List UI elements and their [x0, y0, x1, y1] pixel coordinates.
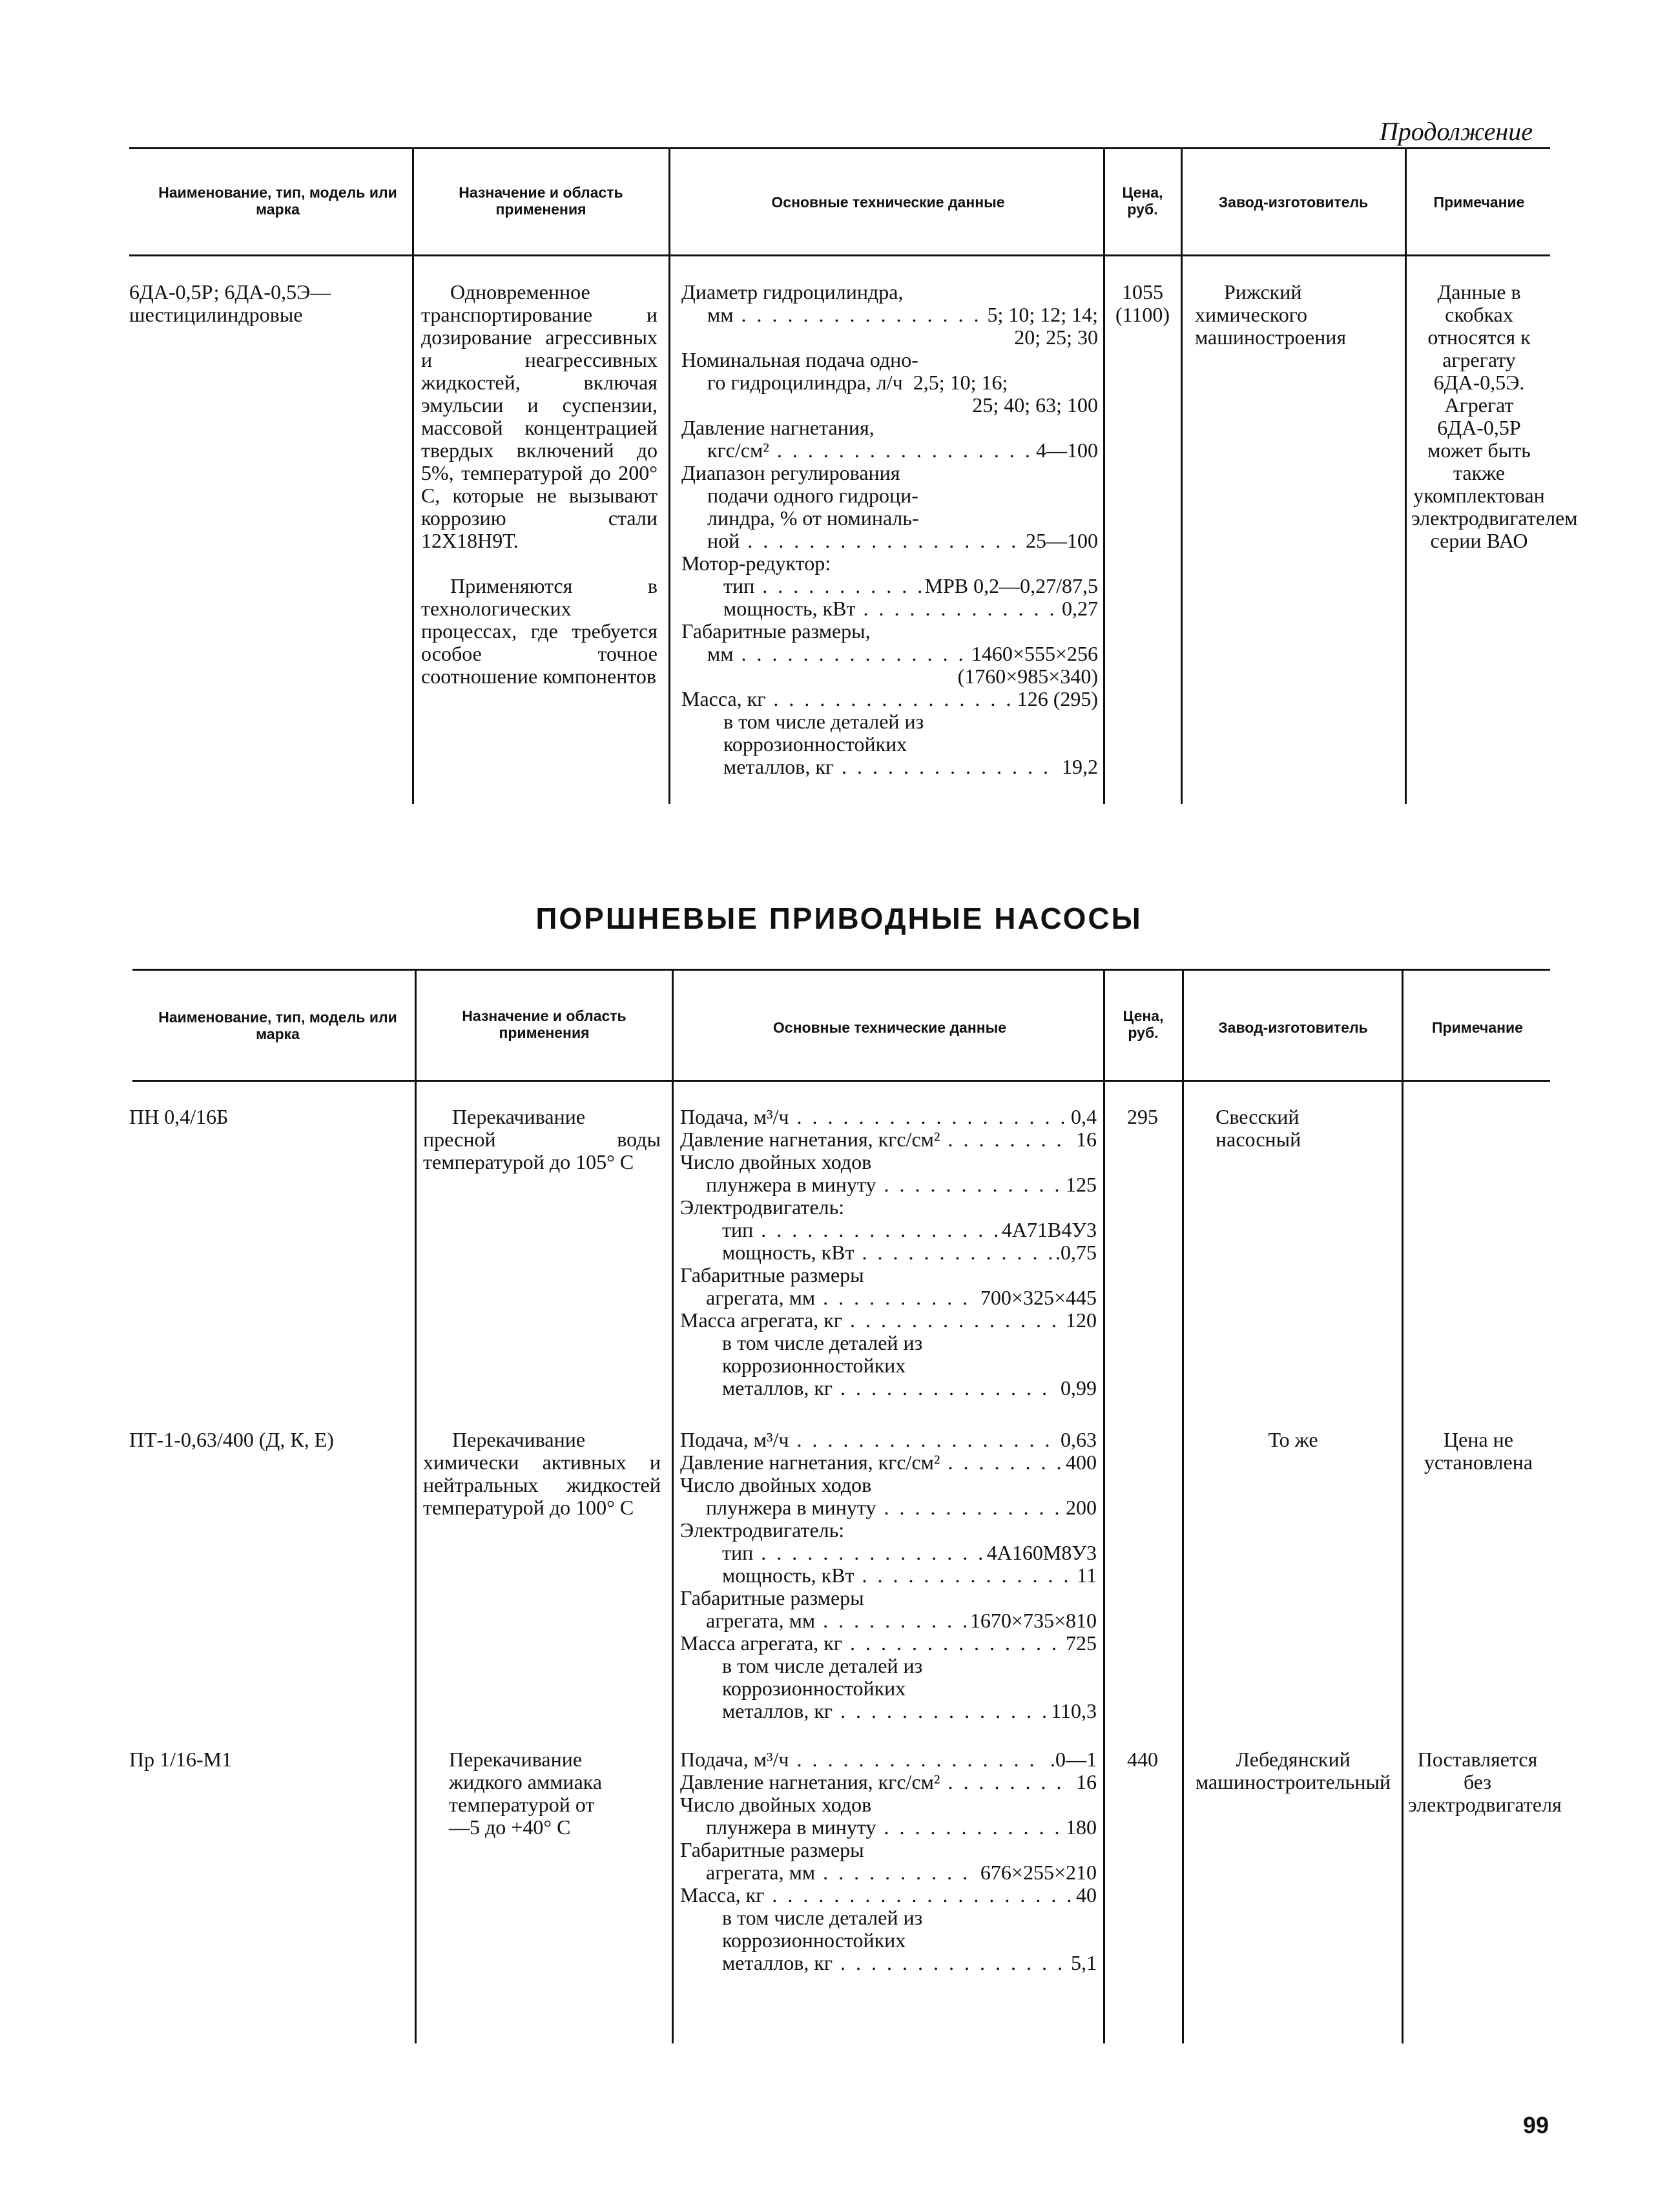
row-3-purpose: Перекачивание жидкого аммиака температурой от —5 до +40° С [449, 1748, 603, 1839]
row-2-spec-value: 200 [1066, 1496, 1097, 1519]
top-product-purpose-2: Применяются в технологических процессах, где требуется особое точное соотношение компонентов [421, 574, 658, 688]
row-2-spec-line: Электродвигатель: [680, 1518, 845, 1542]
top-header-name: Наименование, тип, модель или марка [158, 184, 397, 218]
top-table-rule-header [129, 254, 1550, 256]
row-3-spec-value: 40 [1076, 1883, 1097, 1907]
row-3-spec-line: Габаритные размеры [680, 1838, 864, 1861]
top-spec-line [681, 597, 1098, 620]
row-1-spec-line [680, 1219, 1097, 1241]
top-spec-label: тип . . . [723, 575, 921, 597]
row-3-maker: Лебедянский машиностроительный [1195, 1748, 1391, 1793]
top-col-divider-1 [412, 149, 414, 804]
row-1-spec-value: .0,75 [1055, 1241, 1097, 1264]
row-1-spec-line: в том числе деталей из [722, 1331, 923, 1354]
row-1-spec-value: 4А71В4У3 [1001, 1218, 1097, 1241]
row-1-spec-value: 0,4 [1071, 1105, 1097, 1128]
top-spec-line [681, 575, 1098, 597]
row-2-spec-label: плунжера в минуту . . . [706, 1496, 1062, 1519]
row-1-spec-line [680, 1106, 1097, 1128]
top-spec-value: 0,27 [1062, 597, 1098, 620]
row-1-spec-line [680, 1309, 1097, 1332]
section-title: ПОРШНЕВЫЕ ПРИВОДНЫЕ НАСОСЫ [535, 902, 1143, 935]
row-1-spec-label: мощность, кВт . . . [722, 1241, 1051, 1264]
row-2-spec-value: 1670×735×810 [969, 1609, 1097, 1632]
bottom-header-name: Наименование, тип, модель или марка [158, 1009, 397, 1043]
row-3-spec-label: металлов, кг . . . [722, 1952, 1067, 1974]
row-1-spec-line: Число двойных ходов [680, 1150, 872, 1173]
bottom-header-note: Примечание [1432, 1019, 1523, 1036]
row-2-spec-line [680, 1451, 1097, 1474]
top-spec-label: мм . . . [707, 643, 968, 665]
row-3-spec-label: Подача, м³/ч . . . [680, 1748, 1046, 1771]
top-header-specs: Основные технические данные [771, 194, 1005, 211]
top-spec-label: кгс/см² . . . [707, 439, 1032, 462]
top-product-maker: Рижский химического машиностроения [1195, 280, 1347, 349]
top-header-purpose: Назначение и область применения [459, 184, 623, 218]
bottom-col-divider-4 [1182, 970, 1184, 2043]
row-3-spec-line: в том числе деталей из [722, 1906, 923, 1929]
row-2-maker: То же [1268, 1428, 1318, 1451]
top-spec-line: го гидроцилиндра, л/ч 2,5; 10; 16; [707, 371, 1008, 394]
row-2-spec-line [680, 1429, 1097, 1451]
bottom-header-specs: Основные технические данные [772, 1019, 1007, 1036]
top-spec-line: Диапазон регулирования [681, 461, 900, 484]
top-spec-line: Габаритные размеры, [681, 619, 871, 643]
row-2-spec-line: коррозионностойких [722, 1677, 906, 1700]
row-3-spec-line [680, 1748, 1097, 1771]
row-1-spec-label: Давление нагнетания, кгс/см² . . . [680, 1128, 1072, 1151]
row-3-spec-value: 180 [1066, 1815, 1097, 1839]
row-3-spec-line [680, 1771, 1097, 1793]
row-1-specs [680, 1106, 1097, 1400]
row-1-spec-label: металлов, кг . . . [722, 1377, 1057, 1400]
row-1-spec-value: 125 [1066, 1173, 1097, 1196]
top-table-rule-top [129, 147, 1550, 149]
row-2-spec-line: Габаритные размеры [680, 1586, 864, 1609]
row-3-name: Пр 1/16-М1 [129, 1748, 233, 1771]
bottom-table-rule-top [132, 969, 1550, 971]
bottom-col-divider-5 [1402, 970, 1404, 2043]
top-spec-label: мм . . . [707, 304, 983, 326]
top-spec-label: ной . . . [707, 530, 1022, 552]
top-spec-line: подачи одного гидроци- [707, 484, 918, 507]
top-spec-line: 25; 40; 63; 100 [972, 393, 1098, 417]
row-2-spec-label: мощность, кВт . . . [722, 1564, 1073, 1587]
row-3-spec-value: .0—1 [1050, 1748, 1097, 1771]
row-3-price: 440 [1127, 1748, 1158, 1771]
top-spec-value: 19,2 [1062, 755, 1098, 778]
top-spec-line [681, 756, 1098, 778]
row-1-spec-label: Подача, м³/ч . . . [680, 1106, 1067, 1128]
top-product-name: 6ДА-0,5Р; 6ДА-0,5Э— шестицилиндровые [129, 280, 331, 326]
bottom-table-rule-header [132, 1080, 1550, 1082]
top-spec-line [681, 304, 1098, 326]
row-1-name: ПН 0,4/16Б [129, 1105, 229, 1128]
top-spec-line: коррозионностойких [723, 732, 907, 756]
top-spec-label: металлов, кг . . . [723, 756, 1058, 778]
top-spec-value: МРВ 0,2—0,27/87,5 [924, 574, 1098, 597]
row-2-note: Цена не установлена [1424, 1428, 1533, 1474]
row-3-spec-value: 676×255×210 [980, 1861, 1097, 1884]
top-col-divider-3 [1103, 149, 1105, 804]
bottom-header-purpose: Назначение и область применения [462, 1008, 627, 1042]
row-1-spec-value: 16 [1076, 1128, 1097, 1151]
page-number: 99 [1522, 2112, 1549, 2138]
top-header-note: Примечание [1433, 194, 1525, 211]
top-product-price: 1055 (1100) [1115, 280, 1170, 326]
top-header-price: Цена, руб. [1122, 184, 1163, 218]
top-spec-line [681, 439, 1098, 462]
row-2-spec-value: 0,63 [1061, 1428, 1097, 1451]
row-1-purpose: Перекачивание пресной воды температурой до 105° С [423, 1105, 661, 1173]
row-1-spec-line [680, 1377, 1097, 1400]
row-2-spec-line [680, 1632, 1097, 1655]
row-1-spec-line: коррозионностойких [722, 1354, 906, 1377]
row-2-spec-value: 4А160М8У3 [986, 1541, 1097, 1564]
top-product-specs [681, 281, 1098, 778]
row-2-spec-label: агрегата, мм . . . [706, 1609, 966, 1632]
row-3-spec-value: 5,1 [1071, 1951, 1097, 1974]
top-spec-line: Номинальная подача одно- [681, 348, 918, 371]
row-2-spec-line [680, 1564, 1097, 1587]
row-2-spec-label: Давление нагнетания, кгс/см² . . . [680, 1451, 1062, 1474]
row-3-spec-line [680, 1861, 1097, 1884]
top-spec-line [681, 688, 1098, 710]
row-3-spec-line [680, 1884, 1097, 1907]
row-3-spec-value: 16 [1076, 1770, 1097, 1793]
row-2-spec-line [680, 1542, 1097, 1564]
row-2-spec-line [680, 1700, 1097, 1722]
top-spec-line [681, 643, 1098, 665]
row-3-specs [680, 1748, 1097, 1974]
row-1-spec-value: 120 [1066, 1308, 1097, 1332]
row-1-spec-label: плунжера в минуту . . . [706, 1173, 1062, 1196]
top-spec-line: Давление нагнетания, [681, 416, 875, 439]
row-2-spec-line [680, 1496, 1097, 1519]
top-product-purpose-1: Одновременное транспортирование и дозирование агрессивных и неагрессивных жидкостей, включая эмульсии и суспензии, массовой концентрацией твердых включений до 5%, температурой до 200° С, которые не вызывают коррозию стали 12Х18Н9Т. [421, 280, 658, 552]
top-spec-line: в том числе деталей из [723, 710, 924, 733]
row-1-spec-label: агрегата, мм . . . [706, 1287, 977, 1309]
bottom-header-maker: Завод-изготовитель [1218, 1019, 1368, 1036]
top-spec-value: 126 (295) [1017, 687, 1098, 710]
bottom-col-divider-3 [1103, 970, 1105, 2043]
top-spec-value: 5; 10; 12; 14; [987, 303, 1098, 326]
top-spec-line: (1760×985×340) [957, 665, 1098, 688]
row-2-spec-line: в том числе деталей из [722, 1654, 923, 1677]
row-2-spec-label: тип . . . [722, 1542, 983, 1564]
continuation-label: Продолжение [1379, 117, 1533, 146]
top-spec-label: мощность, кВт . . . [723, 597, 1058, 620]
top-spec-value: 1460×555×256 [971, 642, 1098, 665]
bottom-col-divider-1 [415, 970, 417, 2043]
top-spec-line: 20; 25; 30 [1014, 326, 1098, 349]
row-2-spec-label: металлов, кг . . . [722, 1700, 1047, 1722]
row-3-spec-label: плунжера в минуту . . . [706, 1816, 1062, 1839]
row-2-spec-value: 11 [1077, 1564, 1097, 1587]
row-2-spec-value: 725 [1066, 1631, 1097, 1655]
row-2-spec-line: Число двойных ходов [680, 1473, 872, 1496]
row-2-specs [680, 1429, 1097, 1722]
row-1-spec-line: Электродвигатель: [680, 1195, 845, 1219]
row-1-price: 295 [1127, 1105, 1158, 1128]
row-3-spec-line [680, 1816, 1097, 1839]
row-2-name: ПТ-1-0,63/400 (Д, К, Е) [129, 1428, 334, 1451]
row-3-spec-line: Число двойных ходов [680, 1793, 872, 1816]
top-col-divider-2 [668, 149, 670, 804]
top-spec-line: Мотор-редуктор: [681, 552, 831, 575]
row-1-spec-value: 0,99 [1061, 1376, 1097, 1400]
top-spec-label: Масса, кг . . . [681, 688, 1013, 710]
top-product-note: Данные в скобках относятся к агрегату 6ДА-0,5Э. Агрегат 6ДА-0,5Р может быть также укомплектован электродвигателем серии ВАО [1411, 280, 1578, 552]
bottom-col-divider-2 [672, 970, 674, 2043]
row-2-spec-label: Масса агрегата, кг . . . [680, 1632, 1062, 1655]
row-3-spec-label: Давление нагнетания, кгс/см² . . . [680, 1771, 1072, 1793]
top-header-maker: Завод-изготовитель [1218, 194, 1369, 211]
row-3-spec-label: Масса, кг . . . [680, 1884, 1072, 1907]
top-spec-value: 4—100 [1036, 439, 1098, 462]
row-3-spec-label: агрегата, мм . . . [706, 1861, 977, 1884]
row-1-spec-line [680, 1241, 1097, 1264]
row-1-maker: Свесский насосный [1216, 1105, 1301, 1151]
row-1-spec-label: Масса агрегата, кг . . . [680, 1309, 1062, 1332]
top-spec-line: Диаметр гидроцилиндра, [681, 280, 904, 304]
row-2-spec-line [680, 1609, 1097, 1632]
row-3-spec-line: коррозионностойких [722, 1928, 906, 1952]
top-spec-line [681, 530, 1098, 552]
top-col-divider-5 [1405, 149, 1407, 804]
row-1-spec-line [680, 1128, 1097, 1151]
bottom-header-price: Цена, руб. [1123, 1008, 1164, 1042]
top-spec-line: линдра, % от номиналь- [707, 506, 919, 530]
top-col-divider-4 [1181, 149, 1183, 804]
row-2-spec-label: Подача, м³/ч . . . [680, 1429, 1057, 1451]
row-2-spec-value: 400 [1066, 1451, 1097, 1474]
row-1-spec-line: Габаритные размеры [680, 1263, 864, 1287]
row-1-spec-line [680, 1173, 1097, 1196]
row-3-note: Поставляется без электродвигателя [1408, 1748, 1562, 1816]
row-2-purpose: Перекачивание химически активных и нейтральных жидкостей температурой до 100° С [423, 1428, 661, 1519]
top-spec-value: 25—100 [1026, 529, 1098, 552]
row-3-spec-line [680, 1952, 1097, 1974]
row-1-spec-value: 700×325×445 [980, 1286, 1097, 1309]
row-1-spec-line [680, 1287, 1097, 1309]
row-1-spec-label: тип . . . [722, 1219, 998, 1241]
row-2-spec-value: 110,3 [1051, 1699, 1097, 1722]
